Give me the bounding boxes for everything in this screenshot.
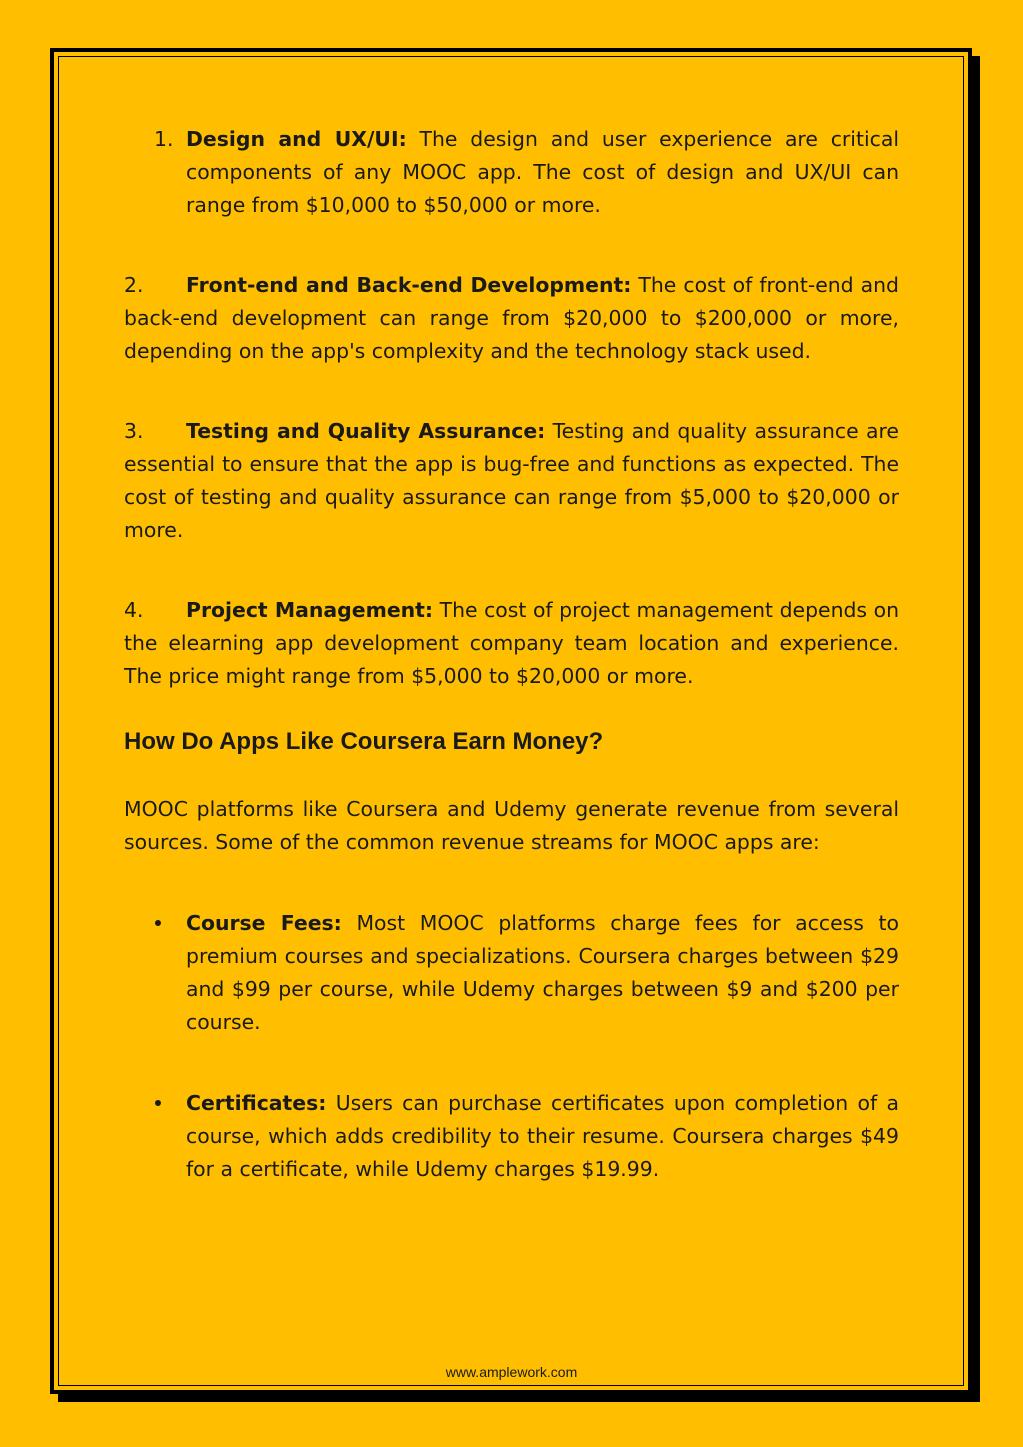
item-title: Design and UX/UI: [186, 127, 407, 151]
item-number: 4. [124, 598, 144, 622]
item-text: The cost of front-end and back-end development can range from $20,000 to $200,000 or more, depending on the app's complexity and the technology stack used. [124, 273, 899, 363]
cost-item-design [124, 123, 899, 222]
item-title: Front-end and Back-end Development: [186, 273, 632, 297]
item-number: 3. [124, 419, 144, 443]
cost-item-development [124, 269, 899, 368]
item-number: 1. [154, 127, 174, 151]
section-intro: MOOC platforms like Coursera and Udemy generate revenue from several sources. Some of the common revenue streams for MOOC apps are: [124, 797, 899, 854]
item-text: The design and user experience are critical components of any MOOC app. The cost of design and UX/UI can range from $10,000 to $50,000 or more. [186, 127, 900, 217]
item-text: Testing and quality assurance are essential to ensure that the app is bug-free and functions as expected. The cost of testing and quality assurance can range from $5,000 to $20,000 or more. [124, 419, 899, 542]
item-title: Testing and Quality Assurance: [186, 419, 546, 443]
cost-item-project-management [124, 594, 899, 693]
bullet-text: Most MOOC platforms charge fees for access to premium courses and specializations. Coursera charges between $29 and $99 per course, while Udemy charges between $9 and $200 per course. [186, 911, 899, 1034]
revenue-bullet-course-fees [124, 907, 899, 1039]
footer-url: www.amplework.com [445, 1364, 578, 1380]
section-heading: How Do Apps Like Coursera Earn Money? [124, 728, 604, 755]
item-text: The cost of project management depends on the elearning app development company team location and experience. The price might range from $5,000 to $20,000 or more. [124, 598, 899, 688]
item-number: 2. [124, 273, 144, 297]
bullet-text: Users can purchase certificates upon completion of a course, which adds credibility to their resume. Coursera charges $49 for a certificate, while Udemy charges $19.99. [186, 1091, 899, 1181]
bullet-dot-icon [155, 1100, 161, 1106]
revenue-bullet-certificates [124, 1087, 899, 1186]
bullet-title: Certificates: [186, 1091, 327, 1115]
bullet-title: Course Fees: [186, 911, 342, 935]
item-title: Project Management: [186, 598, 434, 622]
document-content [124, 120, 899, 1186]
cost-item-testing [124, 415, 899, 547]
bullet-dot-icon [155, 920, 161, 926]
